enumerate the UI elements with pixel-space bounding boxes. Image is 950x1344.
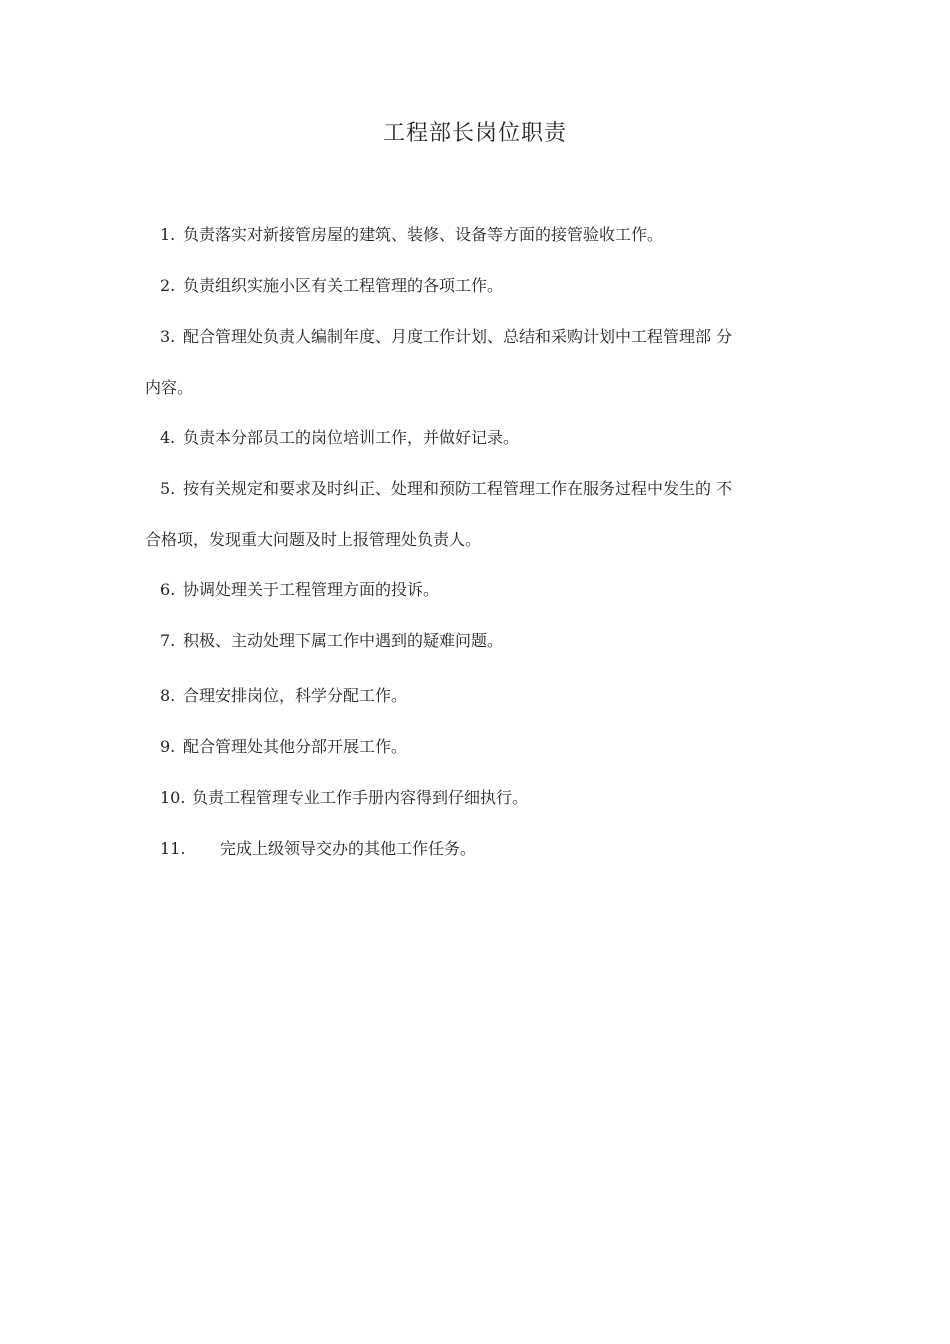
- item-number: 3.: [160, 327, 176, 346]
- item-number: 9.: [160, 737, 176, 756]
- item-text: 按有关规定和要求及时纠正、处理和预防工程管理工作在服务过程中发生的 不: [183, 479, 733, 498]
- item-number: 11.: [160, 839, 186, 858]
- item-number: 4.: [160, 428, 176, 447]
- page-title: 工程部长岗位职责: [382, 121, 567, 146]
- item-number: 2.: [160, 276, 176, 295]
- item-number: 10.: [160, 788, 186, 807]
- item-text: 负责工程管理专业工作手册内容得到仔细执行。: [192, 788, 529, 807]
- item-text: 合理安排岗位，科学分配工作。: [183, 686, 408, 705]
- item-number: 8.: [160, 686, 176, 705]
- item-number: 5.: [160, 479, 176, 498]
- item-text: 配合管理处其他分部开展工作。: [183, 737, 408, 756]
- item-text: 负责落实对新接管房屋的建筑、装修、设备等方面的接管验收工作。: [183, 225, 664, 244]
- item-text: 完成上级领导交办的其他工作任务。: [220, 839, 477, 858]
- item-text-continuation: 内容。: [145, 378, 194, 397]
- item-number: 1.: [160, 225, 176, 244]
- item-number: 7.: [160, 631, 176, 650]
- item-text: 负责本分部员工的岗位培训工作，并做好记录。: [183, 428, 520, 447]
- item-text-continuation: 合格项，发现重大问题及时上报管理处负责人。: [145, 530, 482, 549]
- item-text: 积极、主动处理下属工作中遇到的疑难问题。: [183, 631, 504, 650]
- item-text: 协调处理关于工程管理方面的投诉。: [183, 580, 440, 599]
- item-text: 负责组织实施小区有关工程管理的各项工作。: [183, 276, 504, 295]
- item-text: 配合管理处负责人编制年度、月度工作计划、总结和采购计划中工程管理部 分: [183, 327, 733, 346]
- item-number: 6.: [160, 580, 176, 599]
